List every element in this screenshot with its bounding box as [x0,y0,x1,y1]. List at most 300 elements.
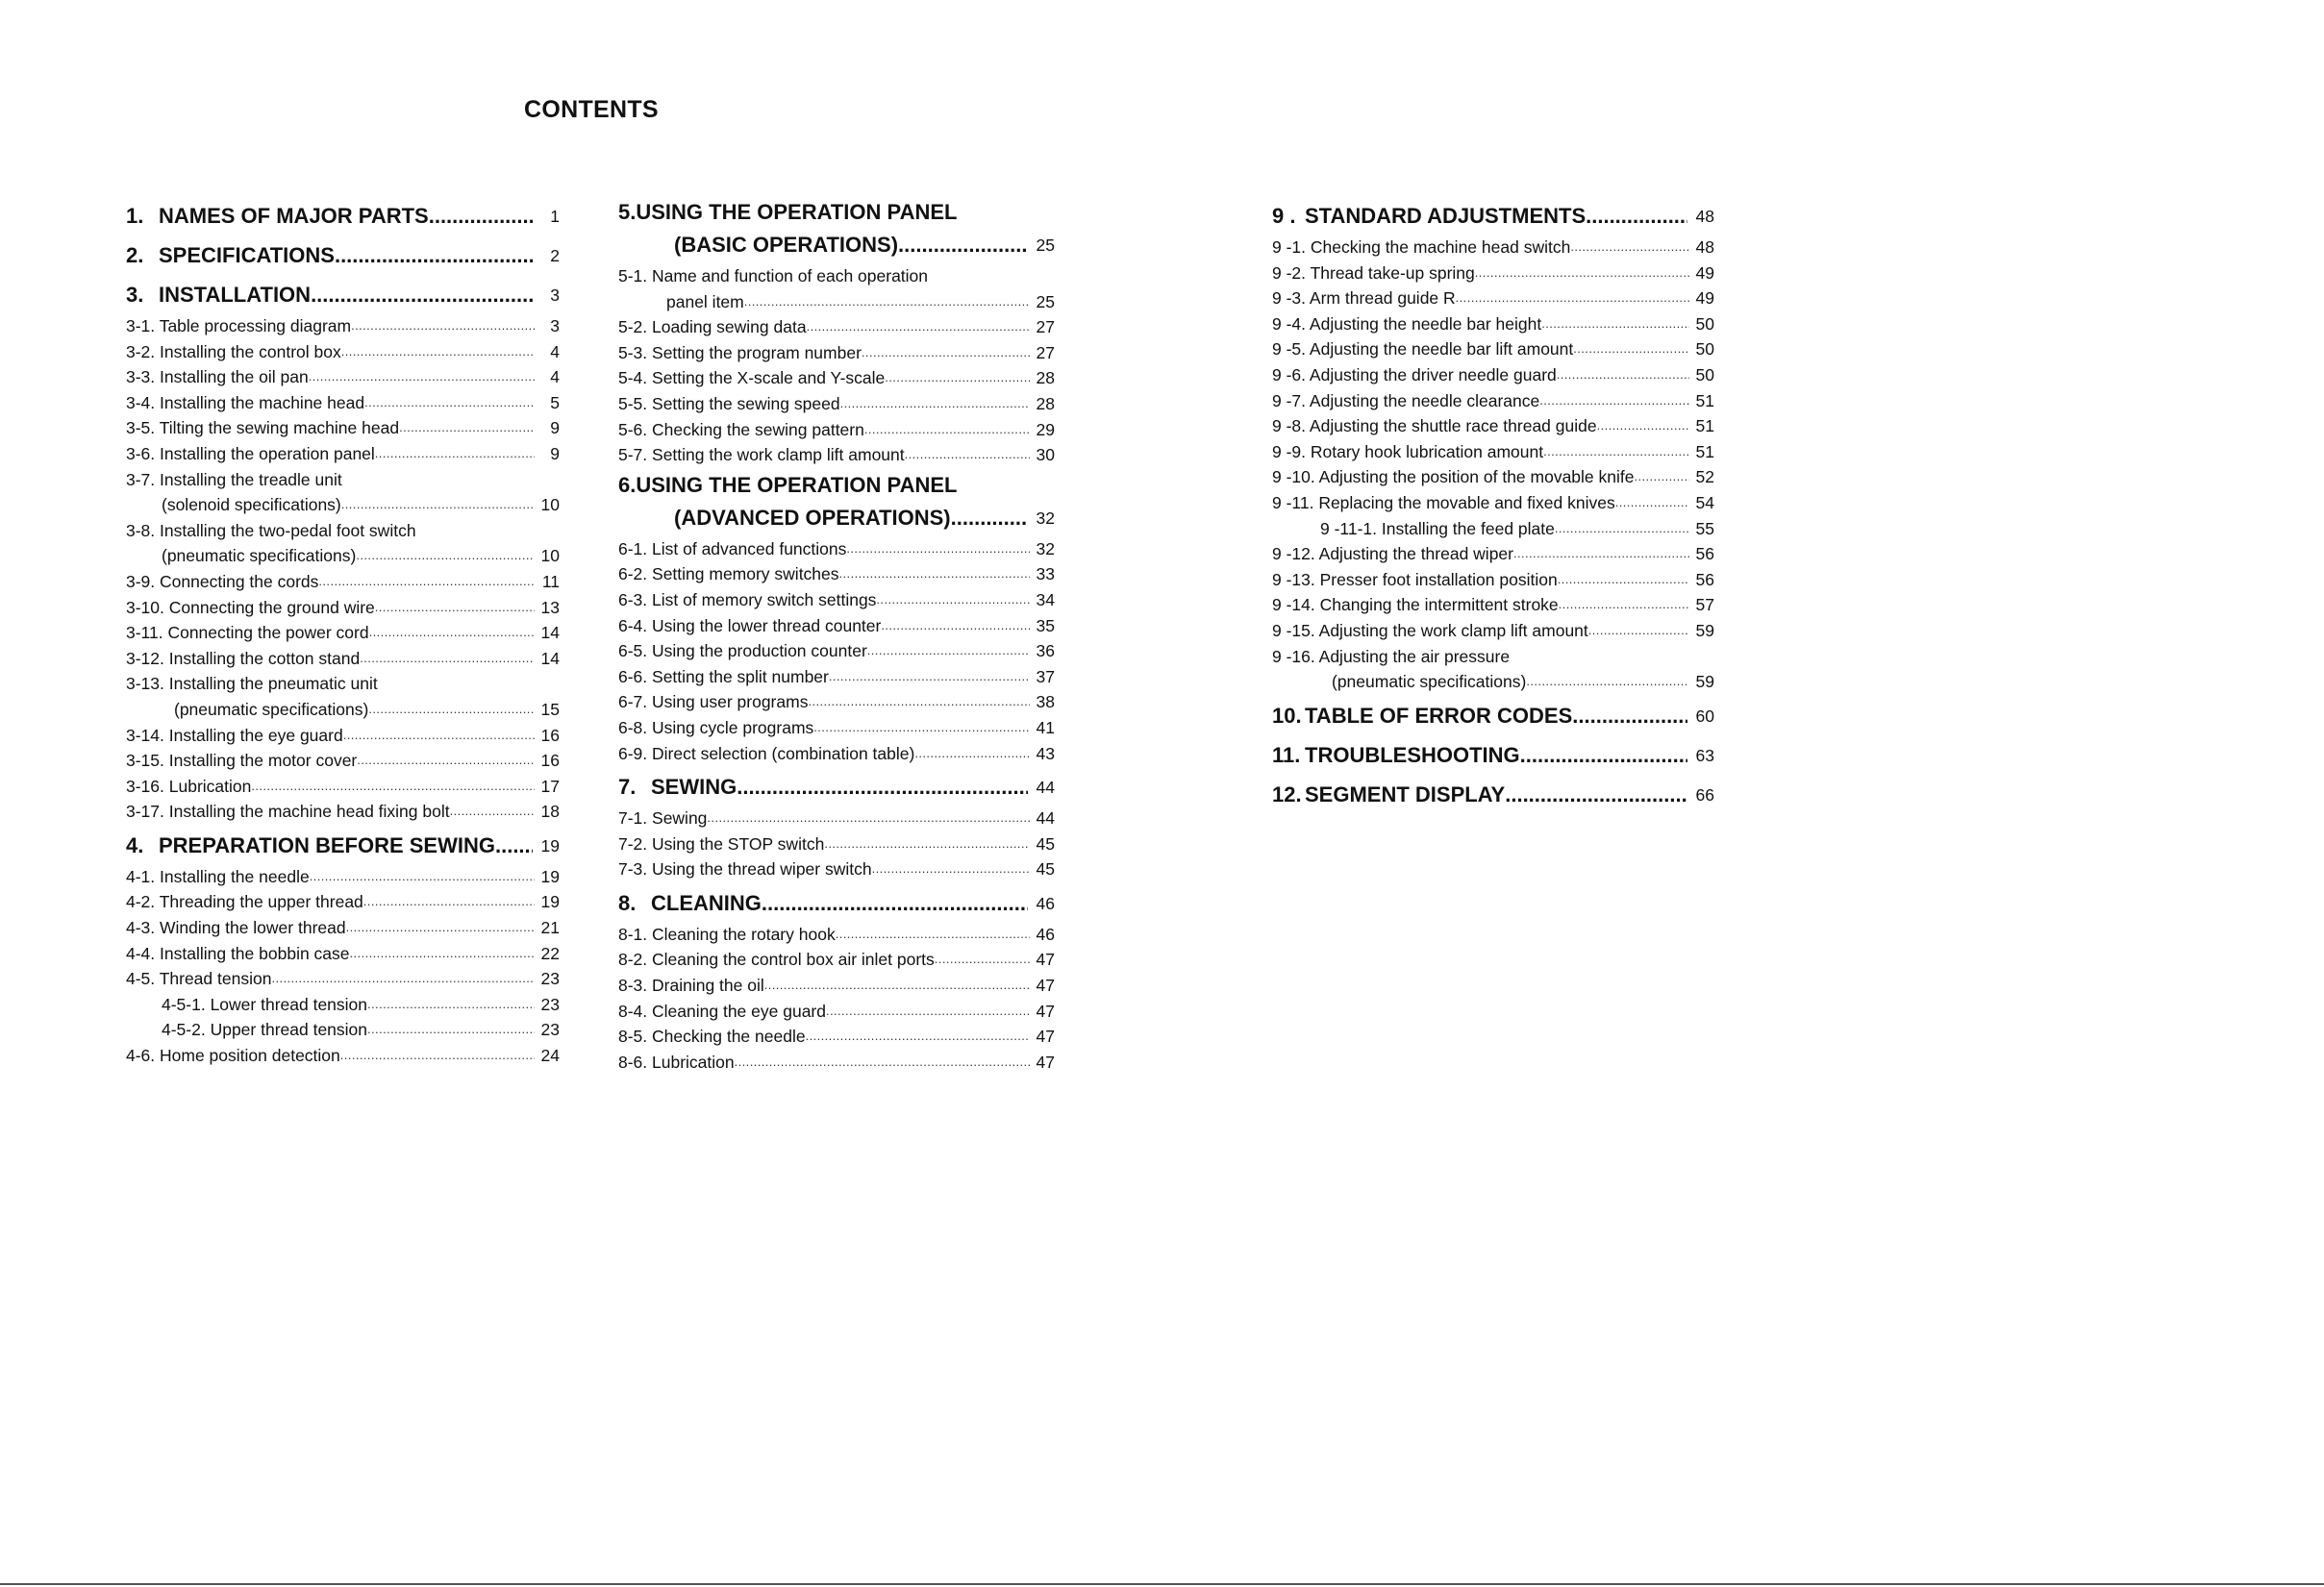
dot-leader [309,364,535,390]
toc-entry [1272,541,1714,567]
entry-title: SEWING [651,775,737,800]
dot-leader [1541,311,1689,337]
page-number: 13 [540,597,560,617]
page-number: 5 [550,392,560,412]
page-number: 16 [540,751,560,771]
entry-title: 3-15. Installing the motor cover [126,751,358,771]
entry-title: 9 -7. Adjusting the needle clearance [1272,390,1540,410]
entry-title: 9 -11. Replacing the movable and fixed knives [1272,492,1615,512]
toc-entry [618,536,1055,562]
toc-entry [618,314,1055,340]
entry-title: 4-3. Winding the lower thread [126,918,346,938]
page-number: 51 [1695,390,1714,410]
page-number: 34 [1036,589,1055,609]
toc-entry [618,340,1055,366]
toc-section-heading [1272,198,1714,235]
entry-title: 3-4. Installing the machine head [126,392,365,412]
page-number: 3 [550,285,560,305]
entry-title: 5-3. Setting the program number [618,342,862,362]
entry-title: (pneumatic specifications) [174,699,369,719]
toc-entry [618,1024,1055,1050]
toc-entry [126,966,560,992]
entry-title: 4-4. Installing the bobbin case [126,943,350,963]
page-number: 44 [1036,778,1055,798]
entry-title: SEGMENT DISPLAY [1305,781,1506,806]
toc-entry [126,941,560,967]
section-number: 4. [126,832,144,857]
toc-entry [126,748,560,774]
dot-leader [1526,669,1689,695]
toc-entry [618,922,1055,948]
toc-section-heading [618,885,1055,922]
entry-title: 5-1. Name and function of each operation [618,266,929,285]
dot-leader [369,620,535,646]
dot-leader [836,922,1030,948]
toc-entry [618,638,1055,664]
page-number: 44 [1036,808,1055,829]
section-number: 5. [618,200,637,224]
dot-leader [368,697,535,723]
dot-leader [864,417,1030,443]
toc-entry [126,774,560,800]
page-number: 57 [1695,595,1714,615]
dot-leader [1570,235,1689,260]
dot-leader [450,799,535,825]
entry-title: 6-3. List of memory switch settings [618,589,877,609]
toc-entry [126,415,560,441]
toc-entry [1272,439,1714,465]
toc-entry [126,620,560,646]
dot-leader [862,340,1030,366]
dot-leader [808,689,1030,715]
toc-entry [618,664,1055,690]
page-number: 27 [1036,317,1055,337]
dot-leader [707,806,1030,831]
toc-entry [126,697,560,723]
toc-entry [126,390,560,416]
entry-title: 6-5. Using the production counter [618,641,867,661]
page-number: 3 [550,316,560,335]
entry-title: TABLE OF ERROR CODES [1305,703,1573,728]
toc-section-heading [1272,737,1714,774]
toc-entry [618,999,1055,1025]
page-title: CONTENTS [524,96,659,123]
page-number: 56 [1695,544,1714,564]
dot-leader [935,947,1030,973]
section-number: 12. [1272,781,1302,806]
entry-title: (ADVANCED OPERATIONS) [674,505,951,530]
toc-entry [126,1017,560,1043]
toc-entry [618,561,1055,587]
toc-entry [126,723,560,749]
page-number: 14 [540,648,560,668]
page-number: 29 [1036,419,1055,439]
page-number: 32 [1036,508,1055,528]
page-number: 60 [1695,706,1714,726]
entry-title: 4-6. Home position detection [126,1046,340,1066]
page-number: 4 [550,367,560,387]
section-number: 2. [126,243,144,267]
entry-title: 4-5. Thread tension [126,969,272,989]
entry-title: 3-1. Table processing diagram [126,316,352,335]
entry-title: (BASIC OPERATIONS) [674,233,899,257]
entry-title: 3-12. Installing the cotton stand [126,648,361,668]
toc-section-heading [618,471,1055,500]
entry-title: 3-3. Installing the oil pan [126,367,309,387]
toc-section-heading [1272,698,1714,734]
entry-title: 3-10. Connecting the ground wire [126,597,375,617]
dot-leader [1475,260,1689,286]
page-number: 47 [1036,1027,1055,1047]
entry-title: (pneumatic specifications) [162,546,357,566]
entry-title: 8-5. Checking the needle [618,1027,806,1047]
toc-entry [1272,235,1714,260]
toc-section-heading [618,500,1055,536]
page-number: 49 [1695,262,1714,283]
toc-entry [1272,362,1714,388]
page-number: 55 [1695,518,1714,538]
entry-title: 6-8. Using cycle programs [618,717,814,737]
entry-title: 3-7. Installing the treadle unit [126,469,342,489]
page-number: 25 [1036,291,1055,311]
entry-title: USING THE OPERATION PANEL [636,200,958,224]
toc-entry [126,543,560,569]
page-number: 66 [1695,784,1714,805]
dot-leader [350,941,535,967]
dot-leader [310,864,535,890]
entry-title: 4-5-2. Upper thread tension [162,1020,368,1040]
dot-leader [399,415,535,441]
toc-entry-continued [1272,644,1714,670]
entry-title: 9 -4. Adjusting the needle bar height [1272,313,1542,334]
toc-entry [126,1043,560,1069]
toc-section-heading [618,227,1055,263]
page-number: 51 [1695,416,1714,436]
page-number: 59 [1695,620,1714,640]
toc-column-1 [126,198,560,1069]
dot-leader [846,536,1030,562]
dot-leader [363,889,535,915]
dot-leader [839,561,1030,587]
page-number: 47 [1036,976,1055,996]
toc-column-3 [1272,198,1714,813]
entry-title: NAMES OF MAJOR PARTS [159,204,429,228]
page-number: 18 [540,802,560,822]
dot-leader [429,198,533,235]
dot-leader [318,569,535,595]
dot-leader [1586,198,1687,235]
toc-entry [126,646,560,672]
toc-entry-continued [126,671,560,697]
entry-title: 9 -12. Adjusting the thread wiper [1272,544,1513,564]
toc-entry [1272,311,1714,337]
toc-entry [1272,336,1714,362]
page-number: 43 [1036,743,1055,763]
dot-leader [1543,439,1689,465]
section-number: 9 . [1272,204,1296,228]
dot-leader [829,664,1030,690]
page-number: 45 [1036,859,1055,880]
entry-title: USING THE OPERATION PANEL [636,472,958,497]
page-number: 52 [1695,467,1714,487]
dot-leader [764,973,1030,999]
page-number: 11 [541,571,560,591]
entry-title: 5-5. Setting the sewing speed [618,393,840,413]
section-number: 1. [126,204,144,228]
entry-title: 4-2. Threading the upper thread [126,892,363,912]
page-number: 22 [540,943,560,963]
toc-section-heading [126,277,560,313]
entry-title: 4-5-1. Lower thread tension [162,994,368,1014]
page-number: 14 [540,623,560,643]
toc-entry [618,856,1055,882]
entry-title: 5-7. Setting the work clamp lift amount [618,445,905,465]
dot-leader [367,1017,535,1043]
section-number: 3. [126,283,144,307]
dot-leader [356,543,535,569]
page-number: 56 [1695,569,1714,589]
entry-title: 9 -15. Adjusting the work clamp lift amount [1272,620,1588,640]
toc-section-heading [1272,777,1714,813]
toc-entry [1272,464,1714,490]
toc-entry [618,289,1055,315]
page-number: 47 [1036,950,1055,970]
entry-title: 8-2. Cleaning the control box air inlet ports [618,950,935,970]
entry-title: 3-16. Lubrication [126,776,252,796]
toc-entry [618,417,1055,443]
dot-leader [813,715,1030,741]
dot-leader [951,500,1028,536]
entry-title: 8-1. Cleaning the rotary hook [618,924,836,944]
page-number: 21 [540,918,560,938]
entry-title: 6-9. Direct selection (combination table) [618,743,915,763]
page-number: 38 [1036,692,1055,712]
entry-title: 9 -2. Thread take-up spring [1272,262,1475,283]
entry-title: 3-14. Installing the eye guard [126,725,343,745]
entry-title: 9 -13. Presser foot installation position [1272,569,1558,589]
dot-leader [1505,777,1687,813]
dot-leader [1456,285,1689,311]
toc-entry-continued [126,518,560,544]
dot-leader [357,748,535,774]
toc-entry [1272,669,1714,695]
page-number: 15 [540,699,560,719]
entry-title: 3-9. Connecting the cords [126,571,319,591]
dot-leader [744,289,1030,315]
toc-entry [618,587,1055,613]
page-number: 24 [540,1046,560,1066]
dot-leader [311,277,533,313]
toc-section-heading [126,237,560,274]
entry-title: 9 -8. Adjusting the shuttle race thread guide [1272,416,1597,436]
page-number: 50 [1695,364,1714,384]
toc-entry-continued [618,263,1055,289]
dot-leader [806,1024,1030,1050]
entry-title: 3-17. Installing the machine head fixing bolt [126,802,450,822]
toc-entry-continued [126,467,560,493]
entry-title: INSTALLATION [159,283,312,307]
entry-title: 6-4. Using the lower thread counter [618,615,882,635]
toc-entry [1272,388,1714,414]
entry-title: 6-7. Using user programs [618,692,809,712]
page-number: 23 [540,1020,560,1040]
page-number: 48 [1695,207,1714,226]
toc-entry [126,492,560,518]
entry-title: 3-2. Installing the control box [126,341,341,361]
dot-leader [872,856,1030,882]
dot-leader [1573,336,1689,362]
toc-entry [1272,260,1714,286]
dot-leader [1572,698,1687,734]
entry-title: SPECIFICATIONS [159,243,335,267]
dot-leader [737,769,1028,806]
page-number: 28 [1036,368,1055,388]
page-number: 19 [540,892,560,912]
page-number: 50 [1695,313,1714,334]
dot-leader [335,237,533,274]
dot-leader [876,587,1030,613]
dot-leader [826,999,1030,1025]
toc-entry [126,569,560,595]
page-number: 35 [1036,615,1055,635]
toc-entry [618,391,1055,417]
entry-title: TROUBLESHOOTING [1305,742,1520,767]
page-number: 23 [540,994,560,1014]
toc-entry [618,365,1055,391]
page-number: 1 [550,207,560,226]
dot-leader [1539,388,1689,414]
section-number: 10. [1272,703,1302,728]
entry-title: 6-2. Setting memory switches [618,564,839,584]
dot-leader [840,391,1030,417]
toc-entry [1272,567,1714,593]
entry-title: 9 -6. Adjusting the driver needle guard [1272,364,1557,384]
entry-title: 9 -9. Rotary hook lubrication amount [1272,441,1544,461]
page-number: 50 [1695,339,1714,360]
entry-title: 8-3. Draining the oil [618,976,764,996]
page-number: 47 [1036,1001,1055,1021]
page-number: 28 [1036,393,1055,413]
dot-leader [495,828,533,864]
toc-section-heading [618,769,1055,806]
entry-title: (pneumatic specifications) [1332,672,1527,692]
entry-title: (solenoid specifications) [162,495,341,515]
entry-title: 7-1. Sewing [618,808,708,829]
dot-leader [271,966,535,992]
dot-leader [735,1050,1030,1076]
entry-title: 9 -10. Adjusting the position of the movable knife [1272,467,1635,487]
toc-entry [1272,413,1714,439]
entry-title: 8-6. Lubrication [618,1052,735,1072]
page-number: 48 [1695,237,1714,257]
section-number: 7. [618,775,637,800]
page-number: 10 [540,495,560,515]
page-number: 37 [1036,666,1055,686]
dot-leader [824,831,1030,857]
toc-entry [618,442,1055,468]
dot-leader [905,442,1030,468]
toc-entry [1272,490,1714,516]
dot-leader [341,492,535,518]
entry-title: 9 -1. Checking the machine head switch [1272,237,1571,257]
entry-title: 7-3. Using the thread wiper switch [618,859,872,880]
page-number: 33 [1036,564,1055,584]
toc-entry [618,715,1055,741]
page-number: 46 [1036,893,1055,913]
dot-leader [1513,541,1689,567]
page-number: 19 [540,835,560,855]
page-number: 27 [1036,342,1055,362]
entry-title: 3-6. Installing the operation panel [126,443,375,463]
dot-leader [346,915,535,941]
dot-leader [1557,362,1689,388]
dot-leader [1635,464,1690,490]
toc-entry [618,1050,1055,1076]
toc-section-heading [126,198,560,235]
page-number: 17 [540,776,560,796]
section-number: 8. [618,890,637,915]
page-number: 10 [540,546,560,566]
entry-title: CLEANING [651,890,762,915]
dot-leader [343,723,535,749]
entry-title: panel item [666,291,744,311]
page-bottom-rule [0,1583,2324,1585]
page-number: 45 [1036,833,1055,854]
section-number: 6. [618,472,637,497]
dot-leader [762,885,1028,922]
toc-entry [126,992,560,1018]
page-number: 59 [1695,672,1714,692]
page-number: 49 [1695,288,1714,309]
page-number: 16 [540,725,560,745]
page-number: 32 [1036,538,1055,558]
entry-title: 3-13. Installing the pneumatic unit [126,674,378,694]
dot-leader [360,646,535,672]
toc-entry [618,831,1055,857]
dot-leader [1559,592,1689,618]
dot-leader [1555,516,1689,542]
toc-entry [126,864,560,890]
page-number: 19 [540,866,560,886]
dot-leader [1597,413,1689,439]
entry-title: 5-6. Checking the sewing pattern [618,419,864,439]
toc-entry [126,313,560,339]
dot-leader [1588,618,1689,644]
toc-entry [126,441,560,467]
page-number: 51 [1695,441,1714,461]
page-number: 23 [540,969,560,989]
toc-entry [126,915,560,941]
toc-entry [618,806,1055,831]
dot-leader [351,313,535,339]
entry-title: 5-2. Loading sewing data [618,317,807,337]
dot-leader [375,595,535,621]
page-number: 41 [1036,717,1055,737]
toc-entry [618,973,1055,999]
toc-entry [618,947,1055,973]
dot-leader [367,992,535,1018]
dot-leader [867,638,1030,664]
entry-title: 9 -11-1. Installing the feed plate [1320,518,1555,538]
dot-leader [341,339,535,365]
toc-entry [126,339,560,365]
entry-title: STANDARD ADJUSTMENTS [1305,204,1587,228]
page-number: 46 [1036,924,1055,944]
page-number: 36 [1036,641,1055,661]
entry-title: 4-1. Installing the needle [126,866,310,886]
dot-leader [375,441,535,467]
entry-title: PREPARATION BEFORE SEWING [159,832,495,857]
